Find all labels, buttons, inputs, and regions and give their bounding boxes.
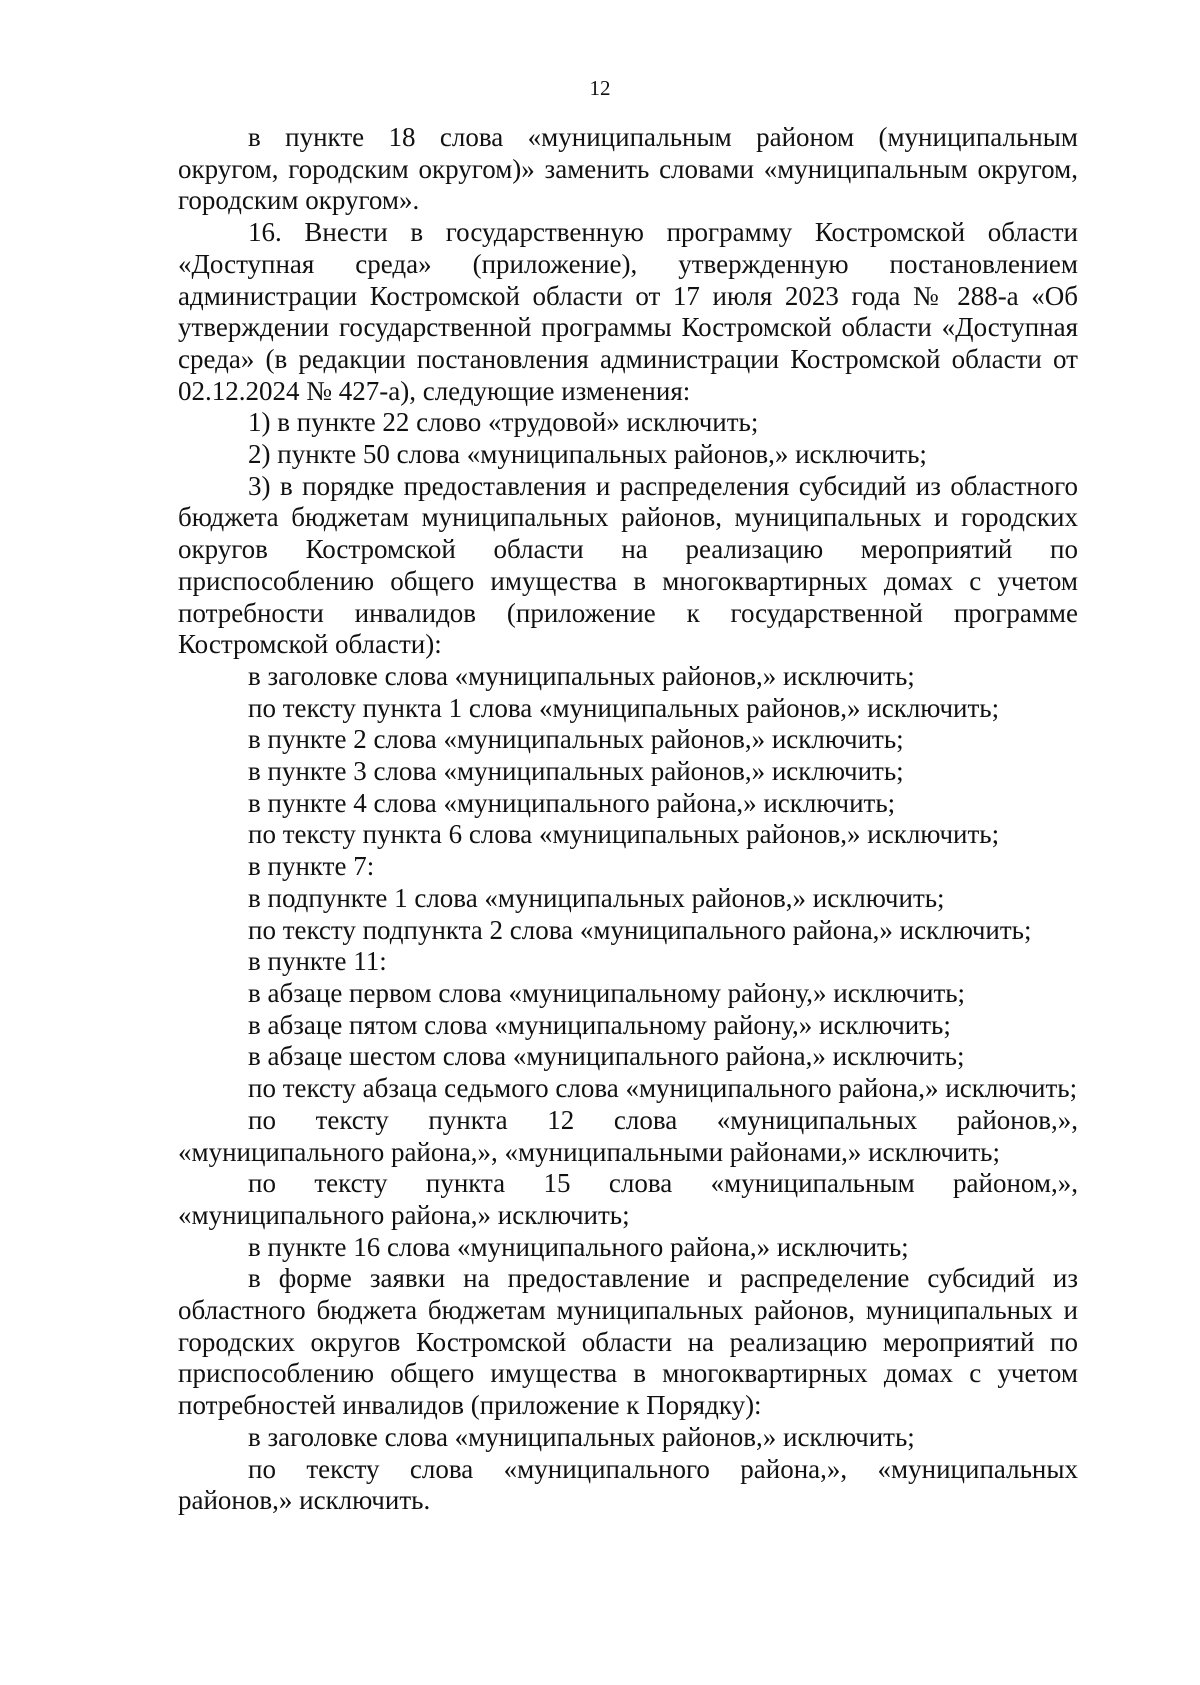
document-body: [178, 122, 1078, 1517]
paragraph-form-text-change: по тексту слова «муниципального района,», «муниципальных районов,» исключить.: [178, 1453, 1078, 1516]
paragraph-abzac-1-change: в абзаце первом слова «муниципальному району,» исключить;: [248, 977, 966, 1008]
paragraph-change-3: 3) в порядке предоставления и распределения субсидий из областного бюджета бюджетам муниципальных районов, муниципальных и городских округов Костромской области на реализацию мероприятий по приспособлению общего имущества в многоквартирных домах с учетом потребности инвалидов (приложение к государственной программе Костромской области):: [178, 470, 1078, 660]
paragraph-form-heading-change: в заголовке слова «муниципальных районов,» исключить;: [248, 1421, 915, 1452]
paragraph-change-1: 1) в пункте 22 слово «трудовой» исключить;: [248, 407, 759, 438]
page-number: 12: [589, 76, 611, 100]
paragraph-item-12-change: по тексту пункта 12 слова «муниципальных районов,», «муниципального района,», «муниципальными районами,» исключить;: [178, 1104, 1078, 1167]
paragraph-abzac-6-change: в абзаце шестом слова «муниципального района,» исключить;: [248, 1041, 965, 1072]
paragraph-item-4-change: в пункте 4 слова «муниципального района,» исключить;: [248, 787, 896, 818]
paragraph-item-1-change: по тексту пункта 1 слова «муниципальных районов,» исключить;: [248, 692, 1000, 723]
paragraph-subitem-1-change: в подпункте 1 слова «муниципальных районов,» исключить;: [248, 882, 945, 913]
paragraph-application-form: в форме заявки на предоставление и распределение субсидий из областного бюджета бюджетам муниципальных районов, муниципальных и городских округов Костромской области на реализацию мероприятий по приспособлению общего имущества в многоквартирных домах с учетом потребностей инвалидов (приложение к Порядку):: [178, 1263, 1078, 1421]
paragraph-subitem-2-change: по тексту подпункта 2 слова «муниципального района,» исключить;: [248, 914, 1032, 945]
paragraph-item-7-header: в пункте 7:: [248, 851, 375, 882]
paragraph-item-16-change: в пункте 16 слова «муниципального района,» исключить;: [248, 1231, 909, 1262]
paragraph-heading-change: в заголовке слова «муниципальных районов,» исключить;: [248, 660, 915, 691]
paragraph-section-16-intro: 16. Внести в государственную программу Костромской области «Доступная среда» (приложение), утвержденную постановлением администрации Костромской области от 17 июля 2023 года № 288-а «Об утверждении государственной программы Костромской области «Доступная среда» (в редакции постановления администрации Костромской области от 02.12.2024 № 427-а), следующие изменения:: [178, 217, 1078, 406]
paragraph-item-6-change: по тексту пункта 6 слова «муниципальных районов,» исключить;: [248, 819, 1000, 850]
paragraph-item-11-header: в пункте 11:: [248, 946, 387, 977]
paragraph-item-2-change: в пункте 2 слова «муниципальных районов,» исключить;: [248, 724, 904, 755]
paragraph-item-3-change: в пункте 3 слова «муниципальных районов,» исключить;: [248, 756, 904, 787]
paragraph-item-18-replacement: в пункте 18 слова «муниципальным районом (муниципальным округом, городским округом)» заменить словами «муниципальным округом, городским округом».: [178, 122, 1078, 216]
paragraph-item-15-change: по тексту пункта 15 слова «муниципальным районом,», «муниципального района,» исключить;: [178, 1168, 1078, 1230]
paragraph-abzac-7-change: по тексту абзаца седьмого слова «муниципального района,» исключить;: [248, 1073, 1078, 1104]
paragraph-change-2: 2) пункте 50 слова «муниципальных районов,» исключить;: [248, 439, 927, 470]
paragraph-abzac-5-change: в абзаце пятом слова «муниципальному району,» исключить;: [248, 1009, 951, 1040]
